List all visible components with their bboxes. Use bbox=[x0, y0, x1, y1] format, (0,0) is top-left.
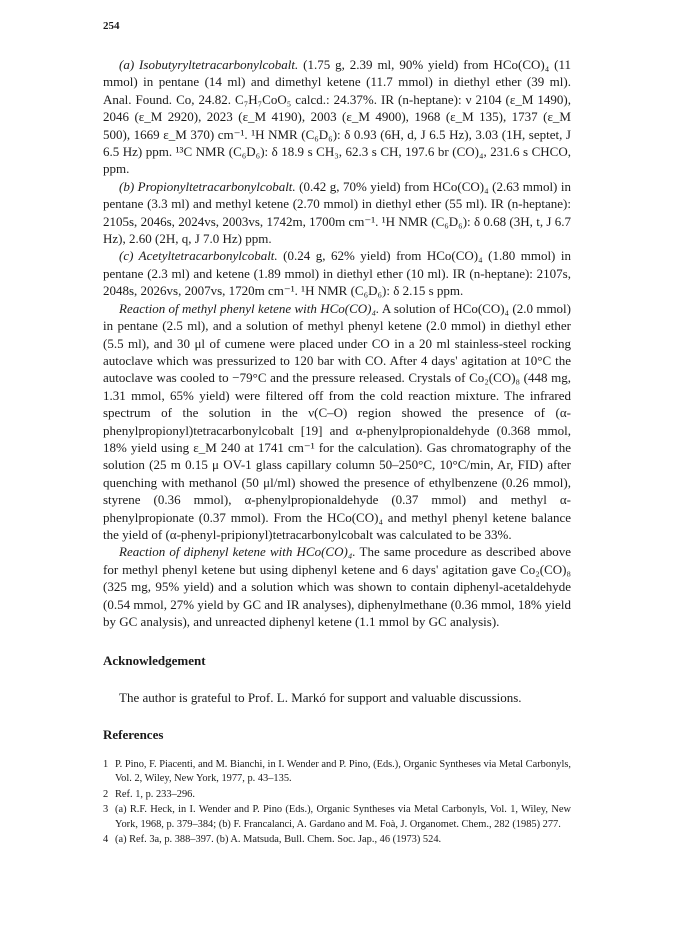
acknowledgement-heading: Acknowledgement bbox=[103, 653, 206, 669]
paragraph-title: (c) Acetyltetracarbonylcobalt. bbox=[119, 248, 278, 264]
paragraph-body: (1.75 g, 2.39 ml, 90% yield) from HCo(CO)₄ (11 mmol) in pentane (14 ml) and dimethyl ketene (11.7 mmol) in diethyl ether (39 ml). Anal. Found. Co, 24.82. C₇H₇CoO₅ calcd.: 24.37%. IR (n-heptane): ν 2104 (ε_M 1490), 2046 (ε_M 2920), 2023 (ε_M 4190), 2003 (ε_M 4900), 1968 (ε_M 135), 1737 (ε_M 500), 1669 ε_M 370) cm⁻¹. ¹H NMR (C₆D₆): δ 0.93 (6H, d, J 6.5 Hz), 3.03 (1H, septet, J 6.5 Hz) ppm. ¹³C NMR (C₆D₆): δ 18.9 s CH₃, 62.3 s CH, 197.6 br (CO)₄, 231.6 s CHCO, ppm. bbox=[103, 57, 571, 177]
references-list bbox=[103, 758, 571, 848]
main-text bbox=[103, 56, 571, 849]
page-number: 254 bbox=[103, 20, 120, 32]
paragraph-title: Reaction of methyl phenyl ketene with HCo(CO)₄. bbox=[119, 300, 380, 316]
reference-text: (a) Ref. 3a, p. 388–397. (b) A. Matsuda, Bull. Chem. Soc. Jap., 46 (1973) 524. bbox=[115, 834, 442, 846]
paragraph-acetyl bbox=[103, 247, 571, 299]
reference-number: 4 bbox=[103, 834, 109, 846]
paragraph-isobutyryl bbox=[103, 56, 571, 178]
reference-number: 2 bbox=[103, 788, 109, 800]
reference-text: (a) R.F. Heck, in I. Wender and P. Pino (Eds.), Organic Syntheses via Metal Carbonyls, Vol. 1, Wiley, New York, 1968, p. 379–384; (b) F. Francalanci, A. Gardano and M. Foà, J. Organomet. Chem., 282 (1985) 277. bbox=[115, 804, 571, 830]
paragraph-title: Reaction of diphenyl ketene with HCo(CO)₄. bbox=[119, 544, 356, 560]
reference-item bbox=[103, 758, 571, 787]
reference-number: 3 bbox=[103, 804, 109, 816]
paragraph-body: (0.42 g, 70% yield) from HCo(CO)₄ (2.63 mmol) in pentane (3.3 ml) and methyl ketene (2.70 mmol) in diethyl ether (55 ml). IR (n-heptane): 2105s, 2046s, 2024vs, 2003vs, 1742m, 1700m cm⁻¹. ¹H NMR (C₆D₆): δ 0.68 (3H, t, J 6.7 Hz), 2.60 (2H, q, J 7.0 Hz) ppm. bbox=[103, 178, 571, 247]
reference-item bbox=[103, 833, 571, 848]
paragraph-body: A solution of HCo(CO)₄ (2.0 mmol) in pentane (2.5 ml), and a solution of methyl phenyl ketene (2.0 mmol) in diethyl ether (5.5 ml), and 30 μl of cumene were placed under CO in a 20 ml stainless-steel rocking autoclave which was pressurized to 120 bar with CO. After 4 days' agitation at 10°C the autoclave was cooled to −79°C and the pressure released. Crystals of Co₂(CO)₈ (448 mg, 1.31 mmol, 65% yield) were filtered off from the cold reaction mixture. The infrared spectrum of the solution in the ν(C–O) region showed the presence of (α-phenylpropionyl)tetracarbonylcobalt [19] and α-phenylpropionaldehyde (0.368 mmol, 18% yield using ε_M 240 at 1741 cm⁻¹ for the calculation). Gas chromatography of the solution (25 m 0.15 μ OV-1 glass capillary column 50–250°C, 10°C/min, Ar, FID) after quenching with methanol (50 μl/ml) showed the presence of ethylbenzene (0.26 mmol), styrene (0.36 mmol), α-phenylpropionaldehyde (0.37 mmol) and methyl α-phenylpropionate (0.37 mmol). From the HCo(CO)₄ and methyl phenyl ketene balance the yield of (α-phenyl-pripionyl)tetracarbonylcobalt was calculated to be 33%. bbox=[103, 300, 571, 542]
paragraph-diphenyl-ketene bbox=[103, 543, 571, 630]
paragraph-body: (0.24 g, 62% yield) from HCo(CO)₄ (1.80 mmol) in pentane (2.3 ml) and ketene (1.89 mmol) in diethyl ether (10 ml). IR (n-heptane): 2107s, 2048s, 2026vs, 2007vs, 1720m cm⁻¹. ¹H NMR (C₆D₆): δ 2.15 s ppm. bbox=[103, 248, 571, 299]
paragraph-body: The same procedure as described above for methyl phenyl ketene but using diphenyl ketene and 6 days' agitation gave Co₂(CO)₈ (325 mg, 95% yield) and a solution which was shown to contain diphenyl-acetaldehyde (0.54 mmol, 27% yield by GC and IR analyses), diphenylmethane (0.36 mmol, 18% yield by GC analysis), and unreacted diphenyl ketene (1.1 mmol by GC analysis). bbox=[103, 544, 571, 629]
reference-item bbox=[103, 803, 571, 832]
references-heading: References bbox=[103, 727, 164, 743]
reference-number: 1 bbox=[103, 758, 109, 770]
paragraph-title: (a) Isobutyryltetracarbonylcobalt. bbox=[119, 57, 299, 72]
reference-text: Ref. 1, p. 233–296. bbox=[115, 788, 195, 800]
paragraph-methyl-phenyl-ketene bbox=[103, 300, 571, 544]
reference-text: P. Pino, F. Piacenti, and M. Bianchi, in I. Wender and P. Pino, (Eds.), Organic Syntheses via Metal Carbonyls, Vol. 2, Wiley, New York, 1977, p. 43–135. bbox=[115, 758, 571, 785]
paragraph-title: (b) Propionyltetracarbonylcobalt. bbox=[119, 178, 296, 194]
paragraph-propionyl bbox=[103, 178, 571, 248]
reference-item bbox=[103, 788, 571, 803]
acknowledgement-text: The author is grateful to Prof. L. Markó for support and valuable discussions. bbox=[119, 689, 522, 705]
